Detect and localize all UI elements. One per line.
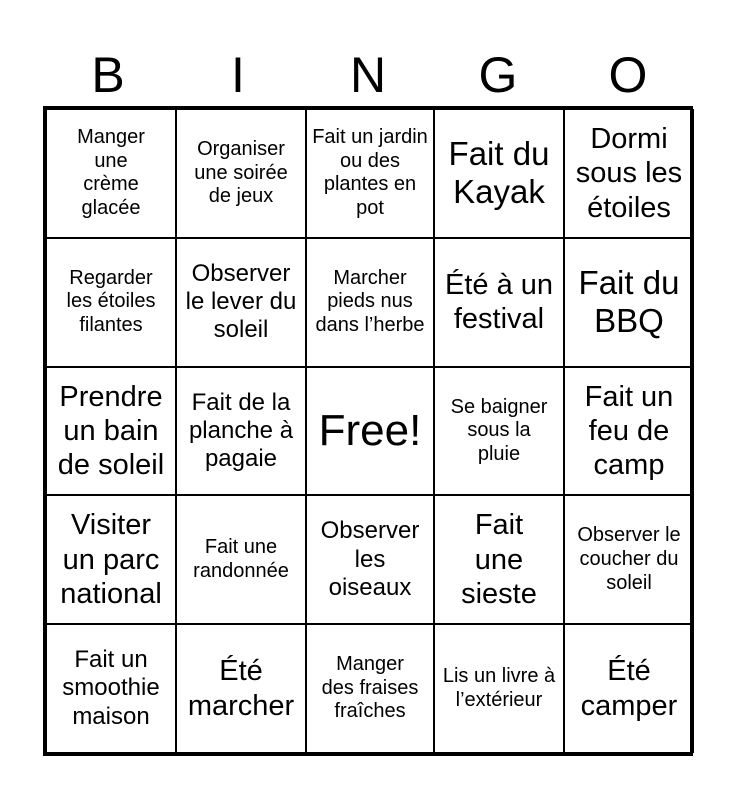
cell-text: Fait du BBQ <box>578 264 680 340</box>
cell-text: Été camper <box>580 655 678 722</box>
bingo-cell[interactable] <box>46 624 176 753</box>
free-cell-text: Free! <box>318 406 422 456</box>
cell-text: Manger des fraises fraîches <box>321 653 419 723</box>
cell-text: Dormi sous les étoiles <box>575 123 683 224</box>
bingo-cell[interactable] <box>434 495 564 624</box>
bingo-cell[interactable] <box>564 495 694 624</box>
cell-text: Fait une randonnée <box>193 536 289 582</box>
cell-text: Fait une sieste <box>461 509 537 610</box>
cell-text: Manger une crème glacée <box>77 126 145 219</box>
cell-text: Observer les oiseaux <box>320 517 420 601</box>
bingo-cell[interactable] <box>434 367 564 496</box>
cell-text: Fait un feu de camp <box>584 380 674 482</box>
bingo-cell[interactable] <box>564 624 694 753</box>
cell-text: Organiser une soirée de jeux <box>194 138 288 208</box>
cell-text: Se baigner sous la pluie <box>450 395 548 465</box>
header-letter-i: I <box>231 47 245 103</box>
cell-text: Fait un jardin ou des plantes en pot <box>312 126 428 219</box>
cell-text: Été à un festival <box>444 268 554 336</box>
bingo-cell[interactable] <box>564 238 694 367</box>
bingo-cell[interactable] <box>176 109 306 238</box>
bingo-cell[interactable] <box>46 109 176 238</box>
cell-text: Visiter un parc national <box>60 509 162 610</box>
bingo-card-grid <box>43 106 693 756</box>
header-letter-g: G <box>478 47 518 103</box>
header-letter-n: N <box>349 47 387 103</box>
cell-text: Marcher pieds nus dans l’herbe <box>315 266 425 336</box>
bingo-cell[interactable] <box>306 109 434 238</box>
bingo-cell[interactable] <box>176 495 306 624</box>
free-cell[interactable] <box>306 367 434 496</box>
bingo-cell[interactable] <box>176 624 306 753</box>
bingo-cell[interactable] <box>306 624 434 753</box>
cell-text: Été marcher <box>187 655 295 722</box>
bingo-cell[interactable] <box>306 238 434 367</box>
cell-text: Prendre un bain de soleil <box>57 380 165 482</box>
bingo-cell[interactable] <box>176 367 306 496</box>
bingo-cell[interactable] <box>564 367 694 496</box>
bingo-cell[interactable] <box>46 238 176 367</box>
bingo-header <box>43 46 693 104</box>
bingo-cell[interactable] <box>434 109 564 238</box>
header-letter-o: O <box>608 47 648 103</box>
bingo-cell[interactable] <box>564 109 694 238</box>
bingo-cell[interactable] <box>46 367 176 496</box>
cell-text: Lis un livre à l’extérieur <box>442 665 556 711</box>
cell-text: Fait de la planche à pagaie <box>188 388 294 473</box>
bingo-cell[interactable] <box>306 495 434 624</box>
cell-text: Fait un smoothie maison <box>62 646 160 730</box>
bingo-cell[interactable] <box>176 238 306 367</box>
bingo-cell[interactable] <box>434 624 564 753</box>
cell-text: Observer le lever du soleil <box>185 259 297 344</box>
bingo-cell[interactable] <box>434 238 564 367</box>
header-letter-b: B <box>91 47 125 103</box>
cell-text: Fait du Kayak <box>448 135 550 211</box>
cell-text: Observer le coucher du soleil <box>577 524 681 594</box>
cell-text: Regarder les étoiles filantes <box>66 266 156 336</box>
bingo-cell[interactable] <box>46 495 176 624</box>
